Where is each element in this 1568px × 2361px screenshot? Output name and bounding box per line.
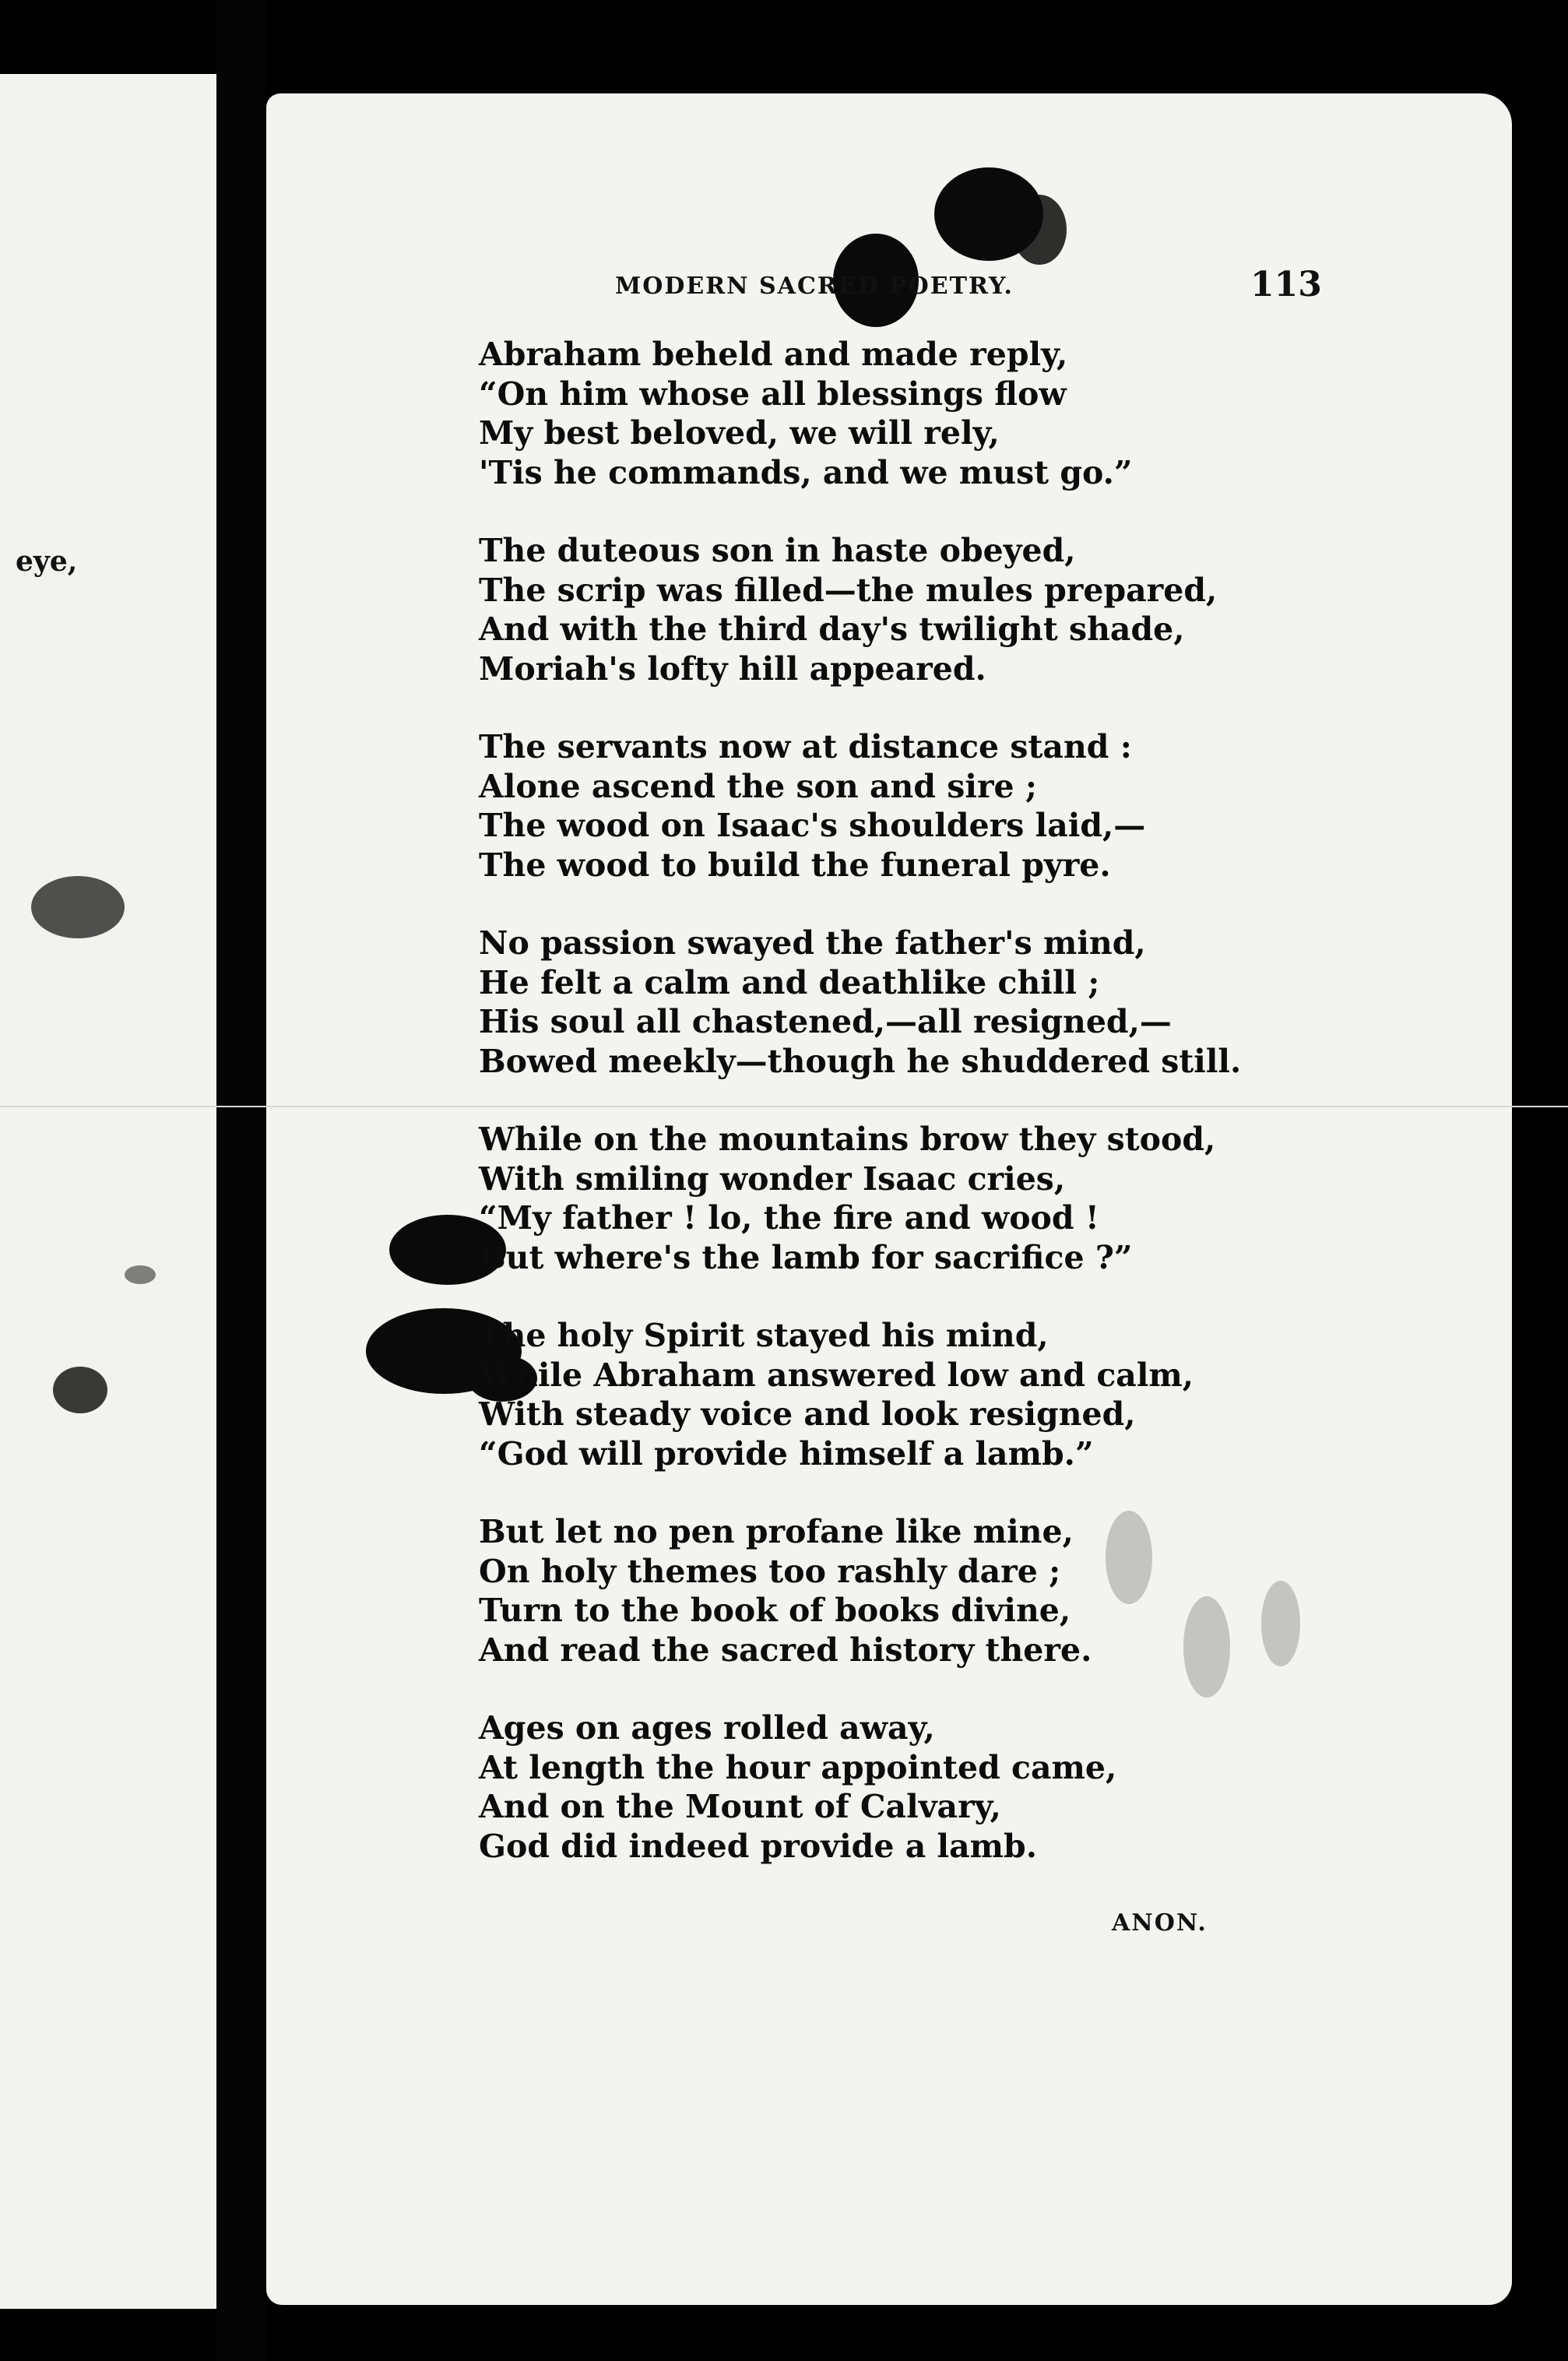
poem-line: 'Tis he commands, and we must go.”	[479, 453, 1133, 491]
poem-line: No passion swayed the father's mind,	[479, 924, 1146, 962]
poem-line: The scrip was filled—the mules prepared,	[479, 571, 1218, 609]
poem-line: The servants now at distance stand :	[479, 728, 1132, 765]
attribution: ANON.	[1112, 1909, 1208, 1937]
poem-line: My best beloved, we will rely,	[479, 414, 1000, 452]
poem-line: “On him whose all blessings flow	[479, 375, 1067, 413]
stanza	[479, 531, 1413, 688]
ink-blot	[1012, 195, 1067, 265]
poem-line: Bowed meekly—though he shuddered still.	[479, 1042, 1242, 1080]
poem-line: And read the sacred history there.	[479, 1631, 1092, 1669]
stanza	[479, 727, 1413, 885]
poem-line: He felt a calm and deathlike chill ;	[479, 963, 1100, 1001]
poem-line: Turn to the book of books divine,	[479, 1592, 1071, 1629]
poem-line: With smiling wonder Isaac cries,	[479, 1159, 1066, 1198]
stanza	[479, 1708, 1413, 1866]
poem-line: His soul all chastened,—all resigned,—	[479, 1003, 1172, 1040]
poem-line: Moriah's lofty hill appeared.	[479, 649, 986, 688]
poem-line: The wood on Isaac's shoulders laid,—	[479, 807, 1146, 844]
poem-line: The holy Spirit stayed his mind,	[479, 1317, 1049, 1354]
page-gutter	[216, 0, 265, 2361]
stanza	[479, 1512, 1413, 1670]
ink-blot	[31, 876, 125, 938]
poem-line: “God will provide himself a lamb.”	[479, 1434, 1094, 1473]
poem-line: But let no pen profane like mine,	[479, 1513, 1074, 1550]
poem-line: On holy themes too rashly dare ;	[479, 1552, 1061, 1590]
stanza	[479, 1120, 1413, 1277]
page-number: 113	[1250, 265, 1322, 304]
poem-line: The wood to build the funeral pyre.	[479, 846, 1111, 884]
poem-line: At length the hour appointed came,	[479, 1748, 1117, 1786]
poem	[479, 335, 1413, 1905]
poem-line: And on the Mount of Calvary,	[479, 1788, 1001, 1825]
poem-line: While on the mountains brow they stood,	[479, 1121, 1216, 1158]
stanza	[479, 335, 1413, 492]
poem-line: “My father ! lo, the fire and wood !	[479, 1199, 1099, 1237]
ink-blot	[125, 1265, 156, 1284]
poem-line: And with the third day's twilight shade,	[479, 610, 1185, 648]
stanza	[479, 924, 1413, 1081]
poem-line: Abraham beheld and made reply,	[479, 336, 1068, 373]
stanza	[479, 1316, 1413, 1473]
left-page-fragment: eye,	[16, 545, 78, 578]
running-head: MODERN SACRED POETRY.	[615, 273, 1014, 300]
poem-line: God did indeed provide a lamb.	[479, 1827, 1037, 1865]
poem-line: The duteous son in haste obeyed,	[479, 532, 1076, 569]
poem-line: But where's the lamb for sacrifice ?”	[479, 1238, 1133, 1276]
poem-line: While Abraham answered low and calm,	[479, 1356, 1194, 1394]
ink-blot	[53, 1367, 107, 1413]
poem-line: Alone ascend the son and sire ;	[479, 767, 1038, 805]
left-page-edge	[0, 74, 216, 2309]
poem-line: With steady voice and look resigned,	[479, 1395, 1136, 1433]
poem-line: Ages on ages rolled away,	[479, 1709, 935, 1747]
